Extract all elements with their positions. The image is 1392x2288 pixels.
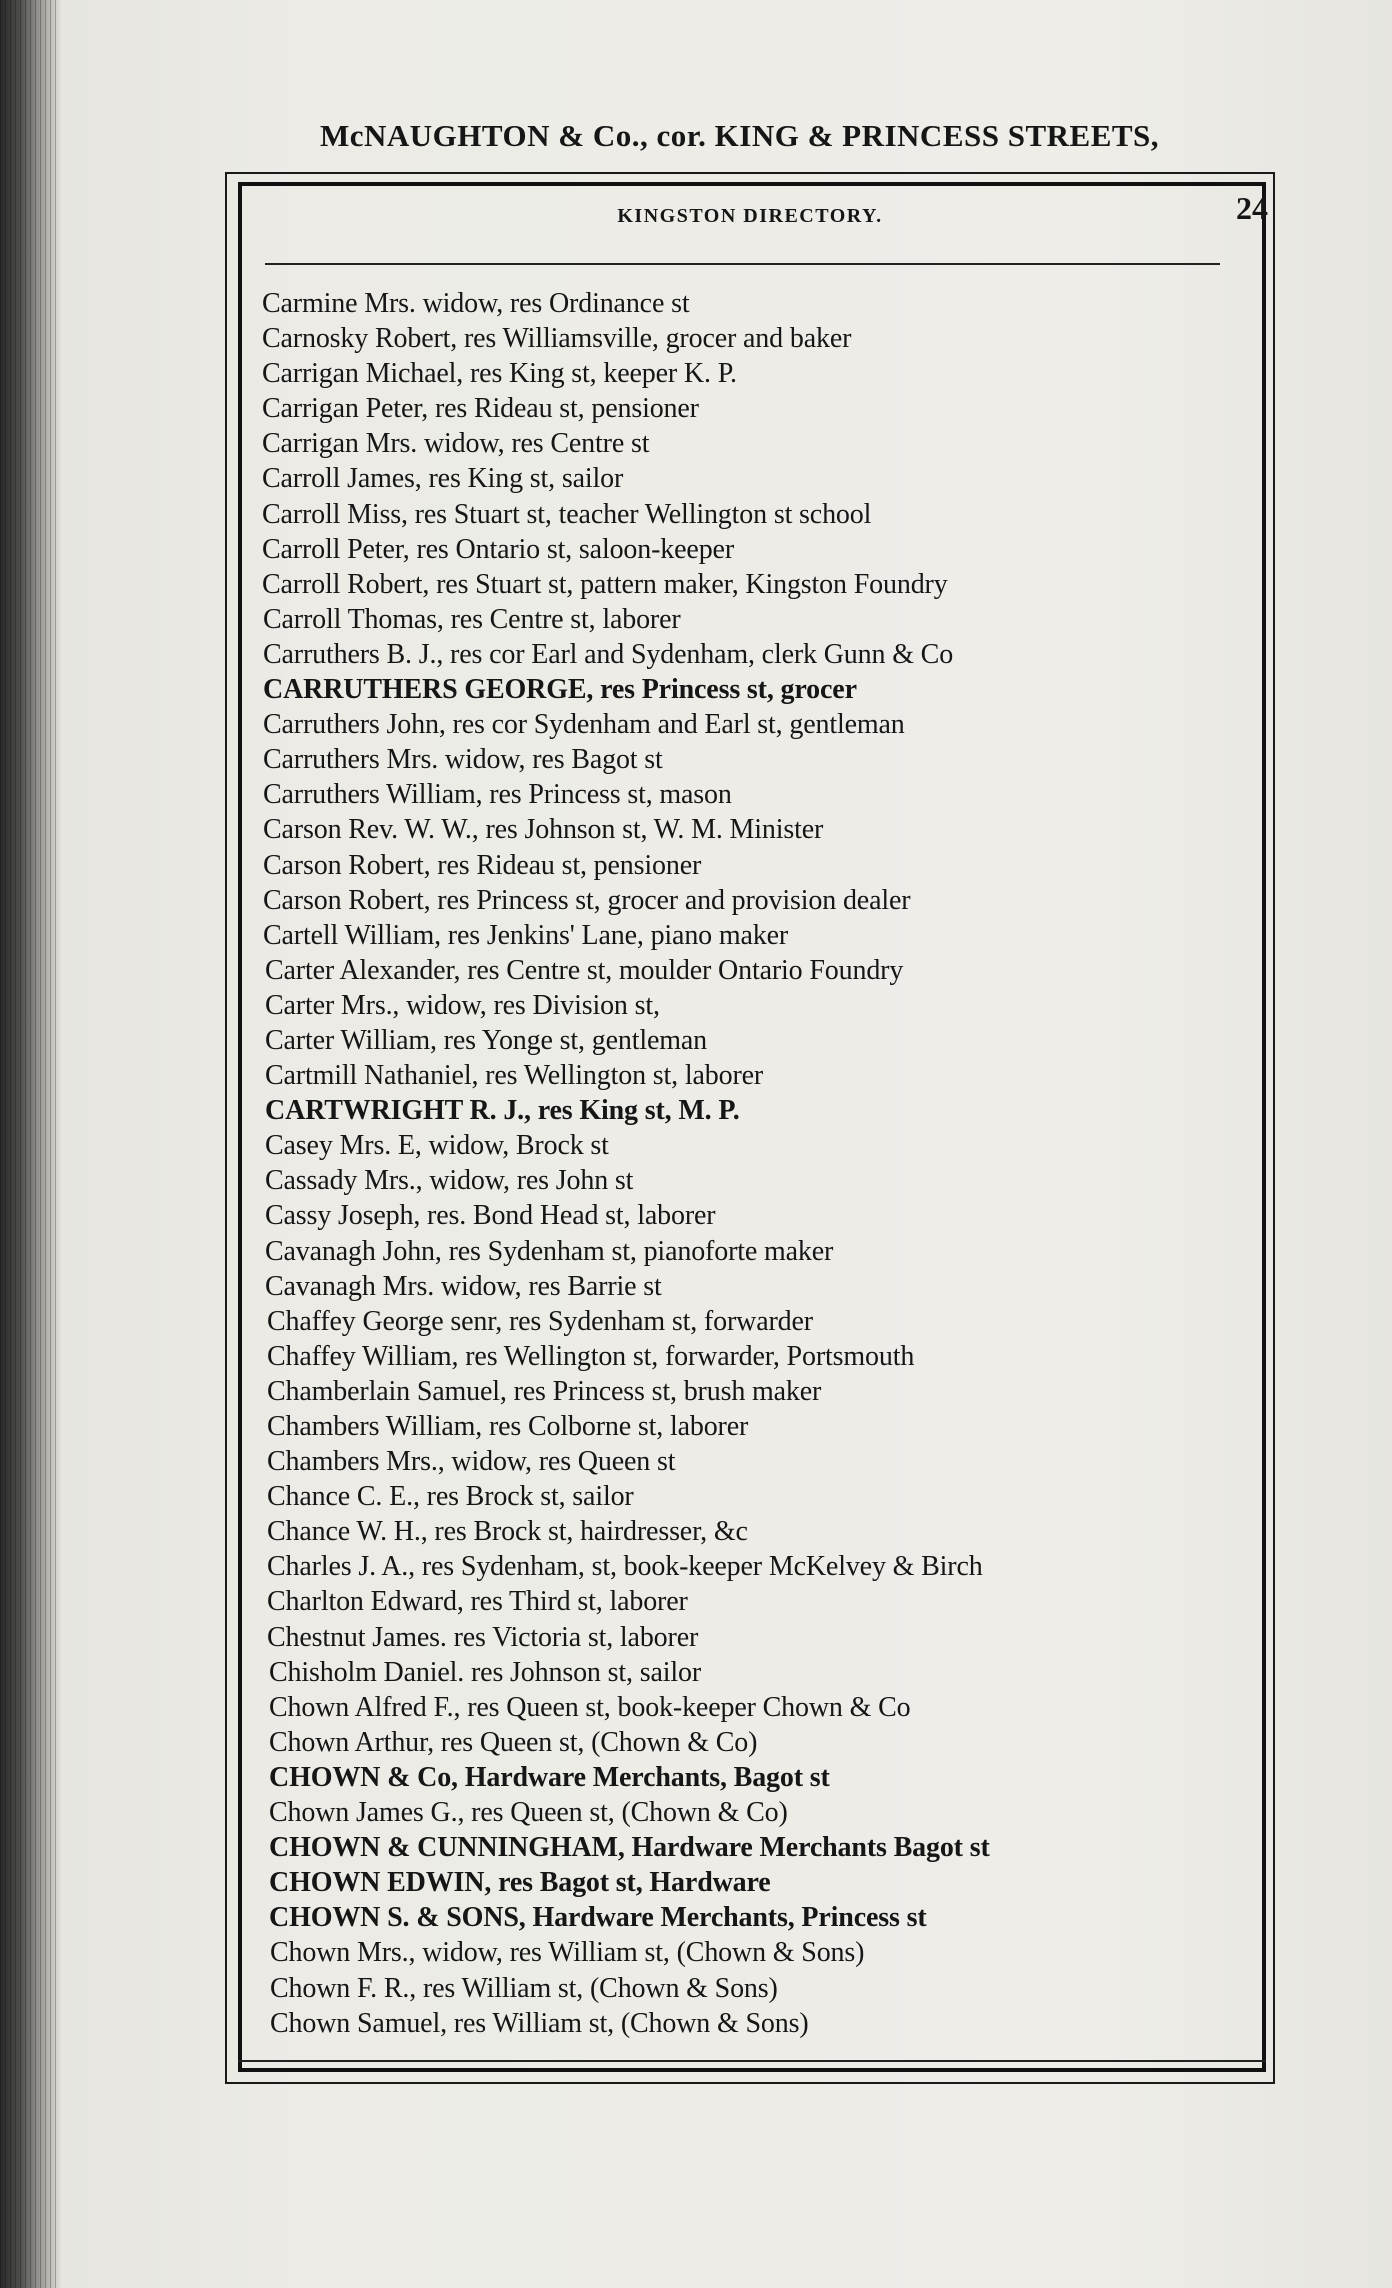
directory-entry: Casey Mrs. E, widow, Brock st: [265, 1130, 609, 1162]
directory-entry: Charles J. A., res Sydenham, st, book-keeper McKelvey & Birch: [267, 1551, 983, 1583]
directory-entry: Chamberlain Samuel, res Princess st, brush maker: [267, 1375, 822, 1407]
directory-entry: Carson Rev. W. W., res Johnson st, W. M. Minister: [263, 814, 824, 846]
directory-entry: Chisholm Daniel. res Johnson st, sailor: [269, 1656, 702, 1688]
directory-entry: Carroll Robert, res Stuart st, pattern maker, Kingston Foundry: [262, 568, 948, 600]
directory-entry: CARTWRIGHT R. J., res King st, M. P.: [265, 1095, 740, 1127]
directory-entry: Chown Samuel, res William st, (Chown & Sons): [270, 2007, 809, 2039]
directory-entry: Carnosky Robert, res Williamsville, grocer and baker: [262, 323, 852, 355]
directory-entry: Chaffey George senr, res Sydenham st, forwarder: [267, 1305, 813, 1337]
directory-entry: Chambers William, res Colborne st, laborer: [267, 1411, 749, 1442]
directory-entry: Cavanagh John, res Sydenham st, pianoforte maker: [265, 1235, 834, 1267]
directory-entry: Carrigan Mrs. widow, res Centre st: [262, 428, 650, 460]
directory-entry: Cartell William, res Jenkins' Lane, piano maker: [263, 919, 789, 951]
directory-entry: CARRUTHERS GEORGE, res Princess st, grocer: [263, 674, 857, 706]
directory-entry: Chance W. H., res Brock st, hairdresser, &c: [267, 1516, 748, 1548]
directory-entry-list: [262, 286, 1252, 2041]
directory-entry: Carroll Miss, res Stuart st, teacher Wellington st school: [262, 498, 872, 530]
directory-entry: Carter Alexander, res Centre st, moulder Ontario Foundry: [265, 954, 904, 986]
directory-entry: Carrigan Peter, res Rideau st, pensioner: [262, 393, 699, 425]
directory-entry: Chown Arthur, res Queen st, (Chown & Co): [269, 1726, 758, 1758]
directory-entry: Carter Mrs., widow, res Division st,: [265, 989, 660, 1021]
directory-entry: Chaffey William, res Wellington st, forwarder, Portsmouth: [267, 1340, 915, 1372]
directory-entry: Chown Mrs., widow, res William st, (Chown & Sons): [270, 1937, 865, 1969]
directory-entry: Carroll James, res King st, sailor: [262, 463, 624, 495]
directory-entry: Carter William, res Yonge st, gentleman: [265, 1024, 707, 1056]
directory-entry: Carruthers B. J., res cor Earl and Sydenham, clerk Gunn & Co: [263, 638, 954, 670]
directory-title: KINGSTON DIRECTORY.: [617, 205, 883, 227]
directory-entry: CHOWN EDWIN, res Bagot st, Hardware: [269, 1867, 771, 1899]
directory-entry: Chown James G., res Queen st, (Chown & Co): [269, 1797, 788, 1829]
directory-entry: Carruthers John, res cor Sydenham and Earl st, gentleman: [263, 709, 905, 741]
directory-entry: Carmine Mrs. widow, res Ordinance st: [262, 288, 690, 319]
directory-entry: Chown Alfred F., res Queen st, book-keeper Chown & Co: [269, 1691, 911, 1723]
directory-entry: Carroll Peter, res Ontario st, saloon-keeper: [262, 533, 735, 565]
running-head: McNAUGHTON & Co., cor. KING & PRINCESS STREETS,: [320, 118, 1160, 153]
directory-entry: Carrigan Michael, res King st, keeper K. P.: [262, 358, 737, 390]
directory-entry: Carroll Thomas, res Centre st, laborer: [263, 603, 681, 635]
directory-entry: Carruthers William, res Princess st, mason: [263, 779, 732, 811]
directory-entry: Cartmill Nathaniel, res Wellington st, laborer: [265, 1060, 764, 1092]
directory-entry: Cassady Mrs., widow, res John st: [265, 1165, 634, 1197]
directory-entry: Cavanagh Mrs. widow, res Barrie st: [265, 1270, 662, 1302]
page-binding-edge: [0, 0, 60, 2288]
header-divider: [265, 263, 1220, 265]
directory-entry: Carson Robert, res Princess st, grocer and provision dealer: [263, 884, 911, 916]
directory-entry: Carson Robert, res Rideau st, pensioner: [263, 849, 702, 881]
directory-entry: Chestnut James. res Victoria st, laborer: [267, 1621, 699, 1653]
page-number: 24: [1236, 190, 1268, 226]
directory-entry: Chambers Mrs., widow, res Queen st: [267, 1446, 676, 1478]
directory-entry: Charlton Edward, res Third st, laborer: [267, 1586, 688, 1618]
directory-entry: CHOWN & CUNNINGHAM, Hardware Merchants Bagot st: [269, 1832, 990, 1864]
directory-entry: Carruthers Mrs. widow, res Bagot st: [263, 744, 663, 776]
page-frame-bottom-rule: [238, 2060, 1266, 2062]
directory-entry: Chown F. R., res William st, (Chown & Sons): [270, 1972, 778, 2004]
directory-entry: Cassy Joseph, res. Bond Head st, laborer: [265, 1200, 716, 1232]
directory-entry: CHOWN S. & SONS, Hardware Merchants, Princess st: [269, 1902, 927, 1934]
directory-entry: CHOWN & Co, Hardware Merchants, Bagot st: [269, 1761, 830, 1793]
directory-entry: Chance C. E., res Brock st, sailor: [267, 1481, 634, 1513]
